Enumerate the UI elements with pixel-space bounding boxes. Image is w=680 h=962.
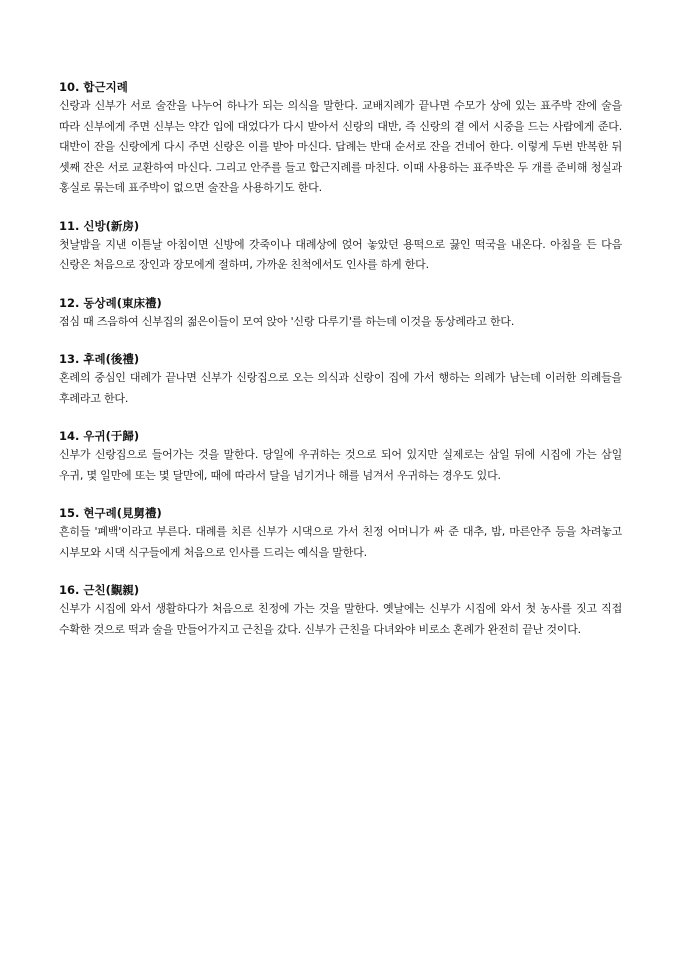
section-hurye [59,352,622,409]
section-heading: 10. 합근지례 [59,80,128,94]
section-body: 신부가 신랑집으로 들어가는 것을 말한다. 당일에 우귀하는 것으로 되어 있지만 실제로는 삼일 뒤에 시집에 가는 삼일 우귀, 몇 일만에 또는 몇 달만에, 때에 따라서 달을 넘기거나 해를 넘겨서 우귀하는 경우도 있다. [59,448,622,482]
section-ugwi [59,429,622,486]
section-hapgeunjirye [59,80,622,199]
section-heading: 15. 현구례(見舅禮) [59,506,162,520]
section-body: 신부가 시집에 와서 생활하다가 처음으로 친정에 가는 것을 말한다. 옛날에는 신부가 시집에 와서 첫 농사를 짓고 직접 수확한 것으로 떡과 술을 만들어가지고 근친을 갔다. 신부가 근친을 다녀와야 비로소 혼례가 완전히 끝난 것이다. [59,602,622,636]
section-geunchin [59,583,622,640]
section-hyeongurye [59,506,622,563]
section-body: 첫날밤을 지낸 이튿날 아침이면 신방에 갓죽이나 대례상에 얹어 놓았던 용떡으로 끓인 떡국을 내온다. 아침을 든 다음 신랑은 처음으로 장인과 장모에게 절하며, 가까운 친척에서도 인사를 하게 한다. [59,237,622,271]
section-heading: 11. 신방(新房) [59,218,140,233]
section-dongsangrye [59,296,622,333]
section-heading: 12. 동상례(東床禮) [59,295,162,310]
section-heading: 13. 후례(後禮) [59,352,140,366]
section-body: 점심 때 즈음하여 신부집의 젊은이들이 모여 앉아 '신랑 다루기'를 하는데 이것을 동상례라고 한다. [59,314,515,328]
section-body: 신랑과 신부가 서로 술잔을 나누어 하나가 되는 의식을 말한다. 교배지례가 끝나면 수모가 상에 있는 표주박 잔에 술을 따라 신부에게 주면 신부는 약간 입에 대었다가 다시 받아서 신랑의 대반, 즉 신랑의 곁 에서 시중을 드는 사람에게 준다. 대반이 잔을 신랑에게 다시 주면 신랑은 이를 받아 마신다. 답례는 반대 순서로 잔을 건네어 한다. 이렇게 두번 반복한 뒤 셋째 잔은 서로 교환하여 마신다. 그리고 안주를 들고 합근지례를 마친다. 이때 사용하는 표주박은 두 개를 준비해 청실과 홍실로 묶는데 표주박이 없으면 술잔을 사용하기도 한다. [59,99,622,194]
section-body: 흔히들 '폐백'이라고 부른다. 대례를 치른 신부가 시댁으로 가서 친정 어머니가 싸 준 대추, 밤, 마른안주 등을 차려놓고 시부모와 시댁 식구들에게 처음으로 인사를 드리는 예식을 말한다. [59,525,622,559]
section-body: 혼례의 중심인 대례가 끝나면 신부가 신랑집으로 오는 의식과 신랑이 집에 가서 행하는 의례가 남는데 이러한 의례들을 후례라고 한다. [59,371,622,405]
section-sinbang [59,219,622,276]
section-heading: 16. 근친(覲親) [59,583,140,597]
section-heading: 14. 우귀(于歸) [59,429,140,443]
document-page [59,80,622,660]
